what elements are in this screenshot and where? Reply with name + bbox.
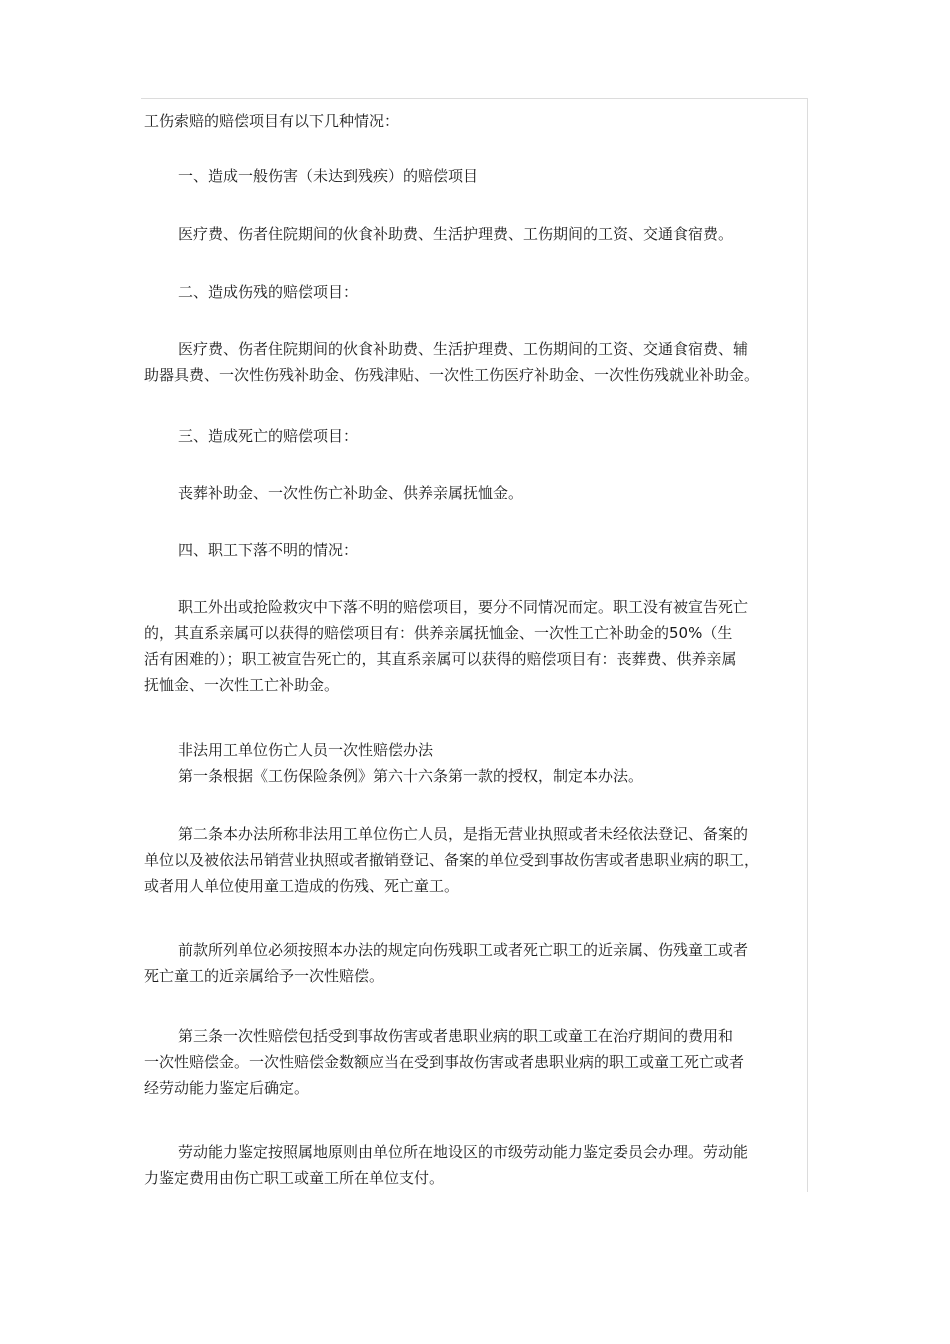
article-2-line: 或者用人单位使用童工造成的伤残、死亡童工。 — [144, 877, 460, 895]
section-4-body-line: 抚恤金、一次性工亡补助金。 — [144, 676, 340, 694]
section-1-heading: 一、造成一般伤害（未达到残疾）的赔偿项目 — [178, 167, 479, 185]
article-2-line: 单位以及被依法吊销营业执照或者撤销登记、备案的单位受到事故伤害或者患职业病的职工， — [144, 851, 760, 869]
article-3-line: 一次性赔偿金。一次性赔偿金数额应当在受到事故伤害或者患职业病的职工或童工死亡或者 — [144, 1053, 745, 1071]
article-3 — [144, 1023, 744, 1101]
article-3-line: 第三条一次性赔偿包括受到事故伤害或者患职业病的职工或童工在治疗期间的费用和 — [178, 1027, 734, 1045]
section-2-heading: 二、造成伤残的赔偿项目： — [178, 283, 359, 301]
article-1: 第一条根据《工伤保险条例》第六十六条第一款的授权，制定本办法。 — [178, 767, 644, 785]
section-4-heading: 四、职工下落不明的情况： — [178, 541, 359, 559]
article-2-line: 第二条本办法所称非法用工单位伤亡人员，是指无营业执照或者未经依法登记、备案的 — [178, 825, 749, 843]
section-4-body-line: 的，其直系亲属可以获得的赔偿项目有：供养亲属抚恤金、一次性工亡补助金的50%（生 — [144, 624, 733, 642]
section-3-body: 丧葬补助金、一次性伤亡补助金、供养亲属抚恤金。 — [178, 484, 524, 502]
section-3-heading: 三、造成死亡的赔偿项目： — [178, 427, 359, 445]
section-4-body-line: 职工外出或抢险救灾中下落不明的赔偿项目，要分不同情况而定。职工没有被宣告死亡 — [178, 598, 749, 616]
section-2-body-line: 助器具费、一次性伤残补助金、伤残津贴、一次性工伤医疗补助金、一次性伤残就业补助金。 — [144, 366, 760, 384]
article-2-paragraph-2-line: 前款所列单位必须按照本办法的规定向伤残职工或者死亡职工的近亲属、伤残童工或者 — [178, 941, 749, 959]
law-title: 非法用工单位伤亡人员一次性赔偿办法 — [178, 741, 434, 759]
article-3-line: 经劳动能力鉴定后确定。 — [144, 1079, 310, 1097]
article-2-paragraph-2-line: 死亡童工的近亲属给予一次性赔偿。 — [144, 967, 385, 985]
section-2-body — [144, 336, 759, 388]
article-3-paragraph-2-line: 劳动能力鉴定按照属地原则由单位所在地设区的市级劳动能力鉴定委员会办理。劳动能 — [178, 1143, 749, 1161]
article-3-paragraph-2-line: 力鉴定费用由伤亡职工或童工所在单位支付。 — [144, 1169, 445, 1187]
article-2 — [144, 821, 759, 899]
intro-line: 工伤索赔的赔偿项目有以下几种情况： — [144, 112, 400, 130]
article-3-paragraph-2 — [144, 1139, 748, 1191]
section-2-body-line: 医疗费、伤者住院期间的伙食补助费、生活护理费、工伤期间的工资、交通食宿费、辅 — [178, 340, 749, 358]
section-4-body-line: 活有困难的）；职工被宣告死亡的，其直系亲属可以获得的赔偿项目有：丧葬费、供养亲属 — [144, 650, 737, 668]
section-1-body: 医疗费、伤者住院期间的伙食补助费、生活护理费、工伤期间的工资、交通食宿费。 — [178, 225, 734, 243]
article-2-paragraph-2 — [144, 937, 748, 989]
section-4-body — [144, 594, 748, 698]
